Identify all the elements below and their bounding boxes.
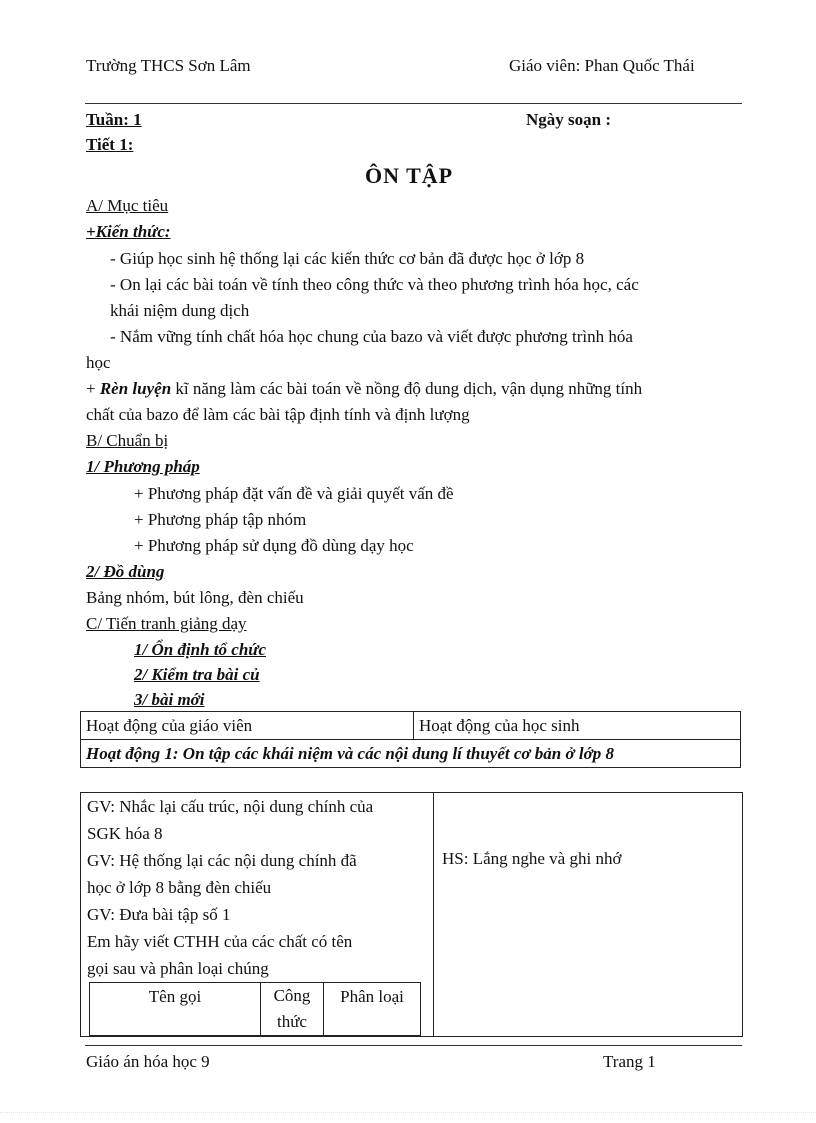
activity-header-row <box>81 712 741 740</box>
objective-bullet-2-line1: - On lại các bài toán về tính theo công thức và theo phương trình hóa học, các <box>110 275 639 294</box>
header-rule <box>85 103 742 104</box>
objective-bullet-1: - Giúp học sinh hệ thống lại các kiến thức cơ bản đã được học ở lớp 8 <box>110 249 585 268</box>
method-heading: 1/ Phương pháp <box>86 457 200 476</box>
knowledge-label: +Kiến thức: <box>86 222 171 241</box>
method-item-1: + Phương pháp đặt vấn đề và giải quyết vấn đề <box>134 484 454 503</box>
page-title: ÔN TẬP <box>365 163 454 188</box>
exercise-col-category: Phân loại <box>324 983 421 1036</box>
student-activity-text: HS: Lắng nghe và ghi nhớ <box>442 849 622 868</box>
exercise-col-formula: Công thức <box>261 983 324 1036</box>
week-label: Tuần: 1 <box>86 110 142 129</box>
activity-1-row <box>81 740 741 768</box>
skill-prefix: + <box>86 379 100 398</box>
objective-bullet-2-line2: khái niệm dung dịch <box>110 301 250 320</box>
col-teacher-header <box>81 712 414 740</box>
footer-left: Giáo án hóa học 9 <box>86 1052 210 1071</box>
header-school: Trường THCS Sơn Lâm <box>86 56 251 75</box>
footer-rule <box>85 1045 742 1046</box>
section-c-heading: C/ Tiến tranh giảng dạy <box>86 614 247 633</box>
teacher-line: gọi sau và phân loại chúng <box>87 959 269 978</box>
period-label: Tiết 1: <box>86 135 134 154</box>
skill-line-2: chất của bazo để làm các bài tập định tính và định lượng <box>86 405 470 424</box>
method-item-2: + Phương pháp tập nhóm <box>134 510 307 529</box>
skill-label: Rèn luyện <box>99 379 172 398</box>
step-1: 1/ Ổn định tổ chức <box>134 640 267 659</box>
date-label: Ngày soạn : <box>526 110 612 129</box>
teacher-line: học ở lớp 8 bằng đèn chiếu <box>87 878 272 897</box>
skill-text-1: kĩ năng làm các bài toán về nồng độ dung dịch, vận dụng những tính <box>171 379 643 398</box>
page-edge <box>0 1112 816 1113</box>
col-teacher-label: Hoạt động của giáo viên <box>86 715 253 735</box>
teacher-line: SGK hóa 8 <box>87 824 163 843</box>
step-2: 2/ Kiểm tra bài củ <box>134 665 260 684</box>
content-table <box>80 792 743 1037</box>
activity-table <box>80 711 741 768</box>
teacher-line: GV: Đưa bài tập số 1 <box>87 905 231 924</box>
section-b-heading: B/ Chuẩn bị <box>86 431 169 450</box>
objective-bullet-3-line1: - Nắm vững tính chất hóa học chung của bazo và viết được phương trình hóa <box>110 327 633 346</box>
content-row <box>81 793 743 1037</box>
student-activity-cell <box>434 793 743 1037</box>
teacher-activity-cell <box>81 793 434 1037</box>
col-student-label: Hoạt động của học sinh <box>419 715 580 735</box>
teacher-line: GV: Hệ thống lại các nội dung chính đã <box>87 851 357 870</box>
method-item-3: + Phương pháp sử dụng đồ dùng dạy học <box>134 536 414 555</box>
col-student-header <box>414 712 741 740</box>
objective-bullet-3-line2: học <box>86 353 111 372</box>
skill-line-1 <box>86 379 642 399</box>
tools-heading: 2/ Đồ dùng <box>86 562 165 581</box>
exercise-col-name: Tên gọi <box>90 983 261 1036</box>
footer-page-number: Trang 1 <box>603 1052 656 1071</box>
section-a-heading: A/ Mục tiêu <box>86 196 169 215</box>
header-teacher: Giáo viên: Phan Quốc Thái <box>509 56 695 75</box>
exercise-table <box>89 982 421 1036</box>
teacher-line: GV: Nhắc lại cấu trúc, nội dung chính của <box>87 797 374 816</box>
activity-1-title: Hoạt động 1: On tập các khái niệm và các nội dung lí thuyết cơ bản ở lớp 8 <box>81 740 741 768</box>
tools-text: Bảng nhóm, bút lông, đèn chiếu <box>86 588 304 607</box>
teacher-line: Em hãy viết CTHH của các chất có tên <box>87 932 353 951</box>
exercise-header-row <box>90 983 421 1036</box>
step-3: 3/ bài mới <box>134 690 205 709</box>
